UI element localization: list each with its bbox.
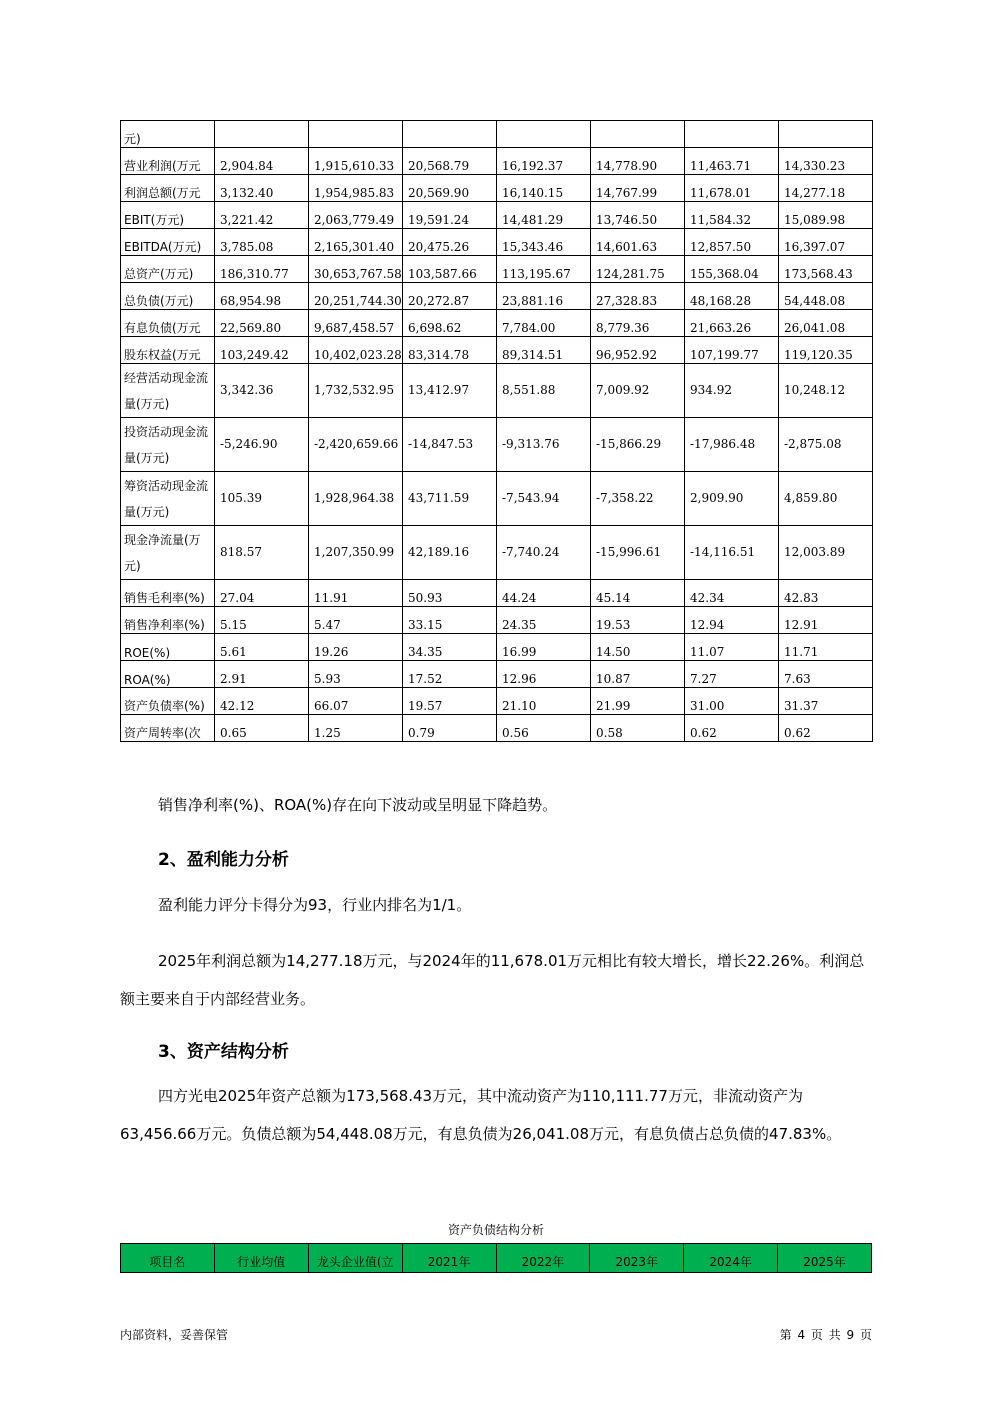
table-cell: 11,678.01	[685, 175, 779, 202]
table-cell: 17.52	[403, 661, 497, 688]
row-label: 销售净利率(%)	[121, 607, 215, 634]
table-cell: 42.34	[685, 580, 779, 607]
table-cell: 22,569.80	[215, 310, 309, 337]
table-cell: 818.57	[215, 526, 309, 580]
table-cell: 26,041.08	[779, 310, 873, 337]
table-cell: 0.62	[779, 715, 873, 742]
row-label: 资产周转率(次	[121, 715, 215, 742]
table-cell: 11.07	[685, 634, 779, 661]
table-cell: 0.56	[497, 715, 591, 742]
table-cell: 5.15	[215, 607, 309, 634]
table-caption: 资产负债结构分析	[447, 1223, 544, 1237]
table-cell: -2,420,659.66	[309, 418, 403, 472]
row-label: 总资产(万元)	[121, 256, 215, 283]
header-cell: 2024年	[684, 1244, 778, 1273]
table-cell: -14,847.53	[403, 418, 497, 472]
table-cell: 11.91	[309, 580, 403, 607]
table-cell: 50.93	[403, 580, 497, 607]
table-header-row	[121, 1244, 872, 1273]
table-cell	[309, 121, 403, 148]
table-cell: 43,711.59	[403, 472, 497, 526]
table-cell: 2,909.90	[685, 472, 779, 526]
trend-note: 销售净利率(%)、ROA(%)存在向下波动或呈明显下降趋势。	[158, 796, 558, 814]
table-cell: 42,189.16	[403, 526, 497, 580]
table-cell: 8,551.88	[497, 364, 591, 418]
table-cell: 20,251,744.30	[309, 283, 403, 310]
table-cell: 7.63	[779, 661, 873, 688]
table-cell: 124,281.75	[591, 256, 685, 283]
table-cell: 1,915,610.33	[309, 148, 403, 175]
row-label: 销售毛利率(%)	[121, 580, 215, 607]
table-cell: 14,767.99	[591, 175, 685, 202]
table-cell: 20,569.90	[403, 175, 497, 202]
table-row	[121, 337, 873, 364]
table-cell: 12.96	[497, 661, 591, 688]
table-cell: 2,063,779.49	[309, 202, 403, 229]
table-cell: 1,207,350.99	[309, 526, 403, 580]
table-row	[121, 580, 873, 607]
table-cell: -7,358.22	[591, 472, 685, 526]
table-cell: 13,746.50	[591, 202, 685, 229]
table-cell: 30,653,767.58	[309, 256, 403, 283]
table-cell: 16,140.15	[497, 175, 591, 202]
table-cell: 2,904.84	[215, 148, 309, 175]
table-cell: 19.57	[403, 688, 497, 715]
table-cell: 68,954.98	[215, 283, 309, 310]
table-cell: 21.10	[497, 688, 591, 715]
table-cell: 13,412.97	[403, 364, 497, 418]
table-cell: 5.93	[309, 661, 403, 688]
table-cell: -15,996.61	[591, 526, 685, 580]
table-cell: 27,328.83	[591, 283, 685, 310]
row-label: ROE(%)	[121, 634, 215, 661]
table-cell: 27.04	[215, 580, 309, 607]
table-cell: 20,568.79	[403, 148, 497, 175]
row-label: 经营活动现金流量(万元)	[121, 364, 215, 418]
table-cell: 2,165,301.40	[309, 229, 403, 256]
table-row	[121, 418, 873, 472]
table-cell: 107,199.77	[685, 337, 779, 364]
row-label: 投资活动现金流量(万元)	[121, 418, 215, 472]
table-cell: 15,343.46	[497, 229, 591, 256]
table-cell: -7,740.24	[497, 526, 591, 580]
section-heading-profitability: 2、盈利能力分析	[158, 850, 289, 870]
table-cell: 14,330.23	[779, 148, 873, 175]
profitability-score-paragraph: 盈利能力评分卡得分为93，行业内排名为1/1。	[158, 896, 472, 914]
row-label: 股东权益(万元	[121, 337, 215, 364]
table-cell: 7,009.92	[591, 364, 685, 418]
row-label: 资产负债率(%)	[121, 688, 215, 715]
table-cell: 11.71	[779, 634, 873, 661]
row-label: 营业利润(万元	[121, 148, 215, 175]
table-row	[121, 472, 873, 526]
table-cell	[779, 121, 873, 148]
header-cell: 2021年	[402, 1244, 496, 1273]
table-row	[121, 121, 873, 148]
row-label: EBITDA(万元)	[121, 229, 215, 256]
financial-indicators-table	[120, 120, 873, 742]
table-cell: 21.99	[591, 688, 685, 715]
table-cell: 14,601.63	[591, 229, 685, 256]
table-cell: 3,132.40	[215, 175, 309, 202]
table-cell: 42.83	[779, 580, 873, 607]
table-cell: 83,314.78	[403, 337, 497, 364]
table-cell: 12,003.89	[779, 526, 873, 580]
row-label: EBIT(万元)	[121, 202, 215, 229]
header-cell: 2023年	[590, 1244, 684, 1273]
asset-structure-paragraph: 四方光电2025年资产总额为173,568.43万元，其中流动资产为110,111.77万元，非流动资产为63,456.66万元。负债总额为54,448.08万元，有息负债为26,041.08万元，有息负债占总负债的47.83%。	[120, 1087, 842, 1143]
table-row	[121, 148, 873, 175]
table-cell: 12.91	[779, 607, 873, 634]
row-label: 总负债(万元)	[121, 283, 215, 310]
table-cell: 34.35	[403, 634, 497, 661]
table-cell: 54,448.08	[779, 283, 873, 310]
table-cell: 0.65	[215, 715, 309, 742]
table-cell: 3,342.36	[215, 364, 309, 418]
table-cell: 9,687,458.57	[309, 310, 403, 337]
table-cell: -7,543.94	[497, 472, 591, 526]
table-cell: 14,778.90	[591, 148, 685, 175]
table-cell: 105.39	[215, 472, 309, 526]
table-row	[121, 310, 873, 337]
table-cell: 173,568.43	[779, 256, 873, 283]
table-cell: 31.37	[779, 688, 873, 715]
table-row	[121, 229, 873, 256]
table-cell: 96,952.92	[591, 337, 685, 364]
table-cell: 14,481.29	[497, 202, 591, 229]
row-label: 现金净流量(万元)	[121, 526, 215, 580]
table-cell: 24.35	[497, 607, 591, 634]
footer-confidential-note: 内部资料，妥善保管	[120, 1328, 229, 1342]
table-cell: 119,120.35	[779, 337, 873, 364]
table-cell	[591, 121, 685, 148]
table-cell: 5.47	[309, 607, 403, 634]
table-row	[121, 661, 873, 688]
table-cell: 19,591.24	[403, 202, 497, 229]
asset-liability-structure-table	[120, 1243, 872, 1273]
table-cell: 7,784.00	[497, 310, 591, 337]
table-cell: 42.12	[215, 688, 309, 715]
table-cell: 31.00	[685, 688, 779, 715]
table-cell	[685, 121, 779, 148]
table-cell: 20,475.26	[403, 229, 497, 256]
table-cell: 12.94	[685, 607, 779, 634]
table-cell: 1.25	[309, 715, 403, 742]
table-cell: 20,272.87	[403, 283, 497, 310]
table-cell: 44.24	[497, 580, 591, 607]
header-cell: 2022年	[496, 1244, 590, 1273]
table-cell: 45.14	[591, 580, 685, 607]
table-cell: 8,779.36	[591, 310, 685, 337]
table-cell: 66.07	[309, 688, 403, 715]
table-cell: -2,875.08	[779, 418, 873, 472]
table-row	[121, 283, 873, 310]
table-cell: -5,246.90	[215, 418, 309, 472]
table-cell: 1,928,964.38	[309, 472, 403, 526]
table-cell: -14,116.51	[685, 526, 779, 580]
table-row	[121, 688, 873, 715]
header-cell: 行业均值	[214, 1244, 308, 1273]
table-cell: 2.91	[215, 661, 309, 688]
table-cell: 103,249.42	[215, 337, 309, 364]
table-cell: 19.53	[591, 607, 685, 634]
table-cell: 16.99	[497, 634, 591, 661]
table-cell: 10,402,023.28	[309, 337, 403, 364]
table-cell: 5.61	[215, 634, 309, 661]
row-label: 利润总额(万元	[121, 175, 215, 202]
table-cell: 10.87	[591, 661, 685, 688]
row-label: 筹资活动现金流量(万元)	[121, 472, 215, 526]
table-cell	[497, 121, 591, 148]
table-cell: 48,168.28	[685, 283, 779, 310]
footer-page-number: 第 4 页 共 9 页	[779, 1328, 872, 1342]
table-cell: 3,221.42	[215, 202, 309, 229]
row-label: ROA(%)	[121, 661, 215, 688]
table-cell: 33.15	[403, 607, 497, 634]
table-cell: 21,663.26	[685, 310, 779, 337]
table-cell: 6,698.62	[403, 310, 497, 337]
table-cell: 103,587.66	[403, 256, 497, 283]
table-cell: -17,986.48	[685, 418, 779, 472]
row-label: 有息负债(万元	[121, 310, 215, 337]
table-cell: 113,195.67	[497, 256, 591, 283]
table-cell: -9,313.76	[497, 418, 591, 472]
table-cell: 14.50	[591, 634, 685, 661]
header-cell: 2025年	[778, 1244, 872, 1273]
header-cell: 龙头企业值(立	[308, 1244, 402, 1273]
table-cell: 155,368.04	[685, 256, 779, 283]
table-cell: 1,954,985.83	[309, 175, 403, 202]
table-row	[121, 526, 873, 580]
table-cell: 1,732,532.95	[309, 364, 403, 418]
table-row	[121, 175, 873, 202]
table-row	[121, 256, 873, 283]
table-cell: 23,881.16	[497, 283, 591, 310]
table-cell	[403, 121, 497, 148]
table-cell: 0.79	[403, 715, 497, 742]
table-cell: 15,089.98	[779, 202, 873, 229]
table-cell: 7.27	[685, 661, 779, 688]
table-cell: 14,277.18	[779, 175, 873, 202]
table-cell: 11,463.71	[685, 148, 779, 175]
table-cell: -15,866.29	[591, 418, 685, 472]
table-cell: 89,314.51	[497, 337, 591, 364]
table-row	[121, 607, 873, 634]
profit-growth-paragraph: 2025年利润总额为14,277.18万元，与2024年的11,678.01万元相比有较大增长，增长22.26%。利润总额主要来自于内部经营业务。	[120, 952, 865, 1008]
row-label: 元)	[121, 121, 215, 148]
table-cell: 11,584.32	[685, 202, 779, 229]
table-cell: 0.62	[685, 715, 779, 742]
table-cell: 0.58	[591, 715, 685, 742]
table-row	[121, 715, 873, 742]
table-cell: 4,859.80	[779, 472, 873, 526]
table-cell: 186,310.77	[215, 256, 309, 283]
table-row	[121, 364, 873, 418]
section-heading-asset-structure: 3、资产结构分析	[158, 1042, 289, 1062]
table-cell: 16,397.07	[779, 229, 873, 256]
table-cell: 19.26	[309, 634, 403, 661]
table-cell: 10,248.12	[779, 364, 873, 418]
table-row	[121, 634, 873, 661]
table-cell: 16,192.37	[497, 148, 591, 175]
table-row	[121, 202, 873, 229]
table-cell: 3,785.08	[215, 229, 309, 256]
header-cell: 项目名	[121, 1244, 215, 1273]
table-cell: 12,857.50	[685, 229, 779, 256]
table-cell: 934.92	[685, 364, 779, 418]
table-cell	[215, 121, 309, 148]
